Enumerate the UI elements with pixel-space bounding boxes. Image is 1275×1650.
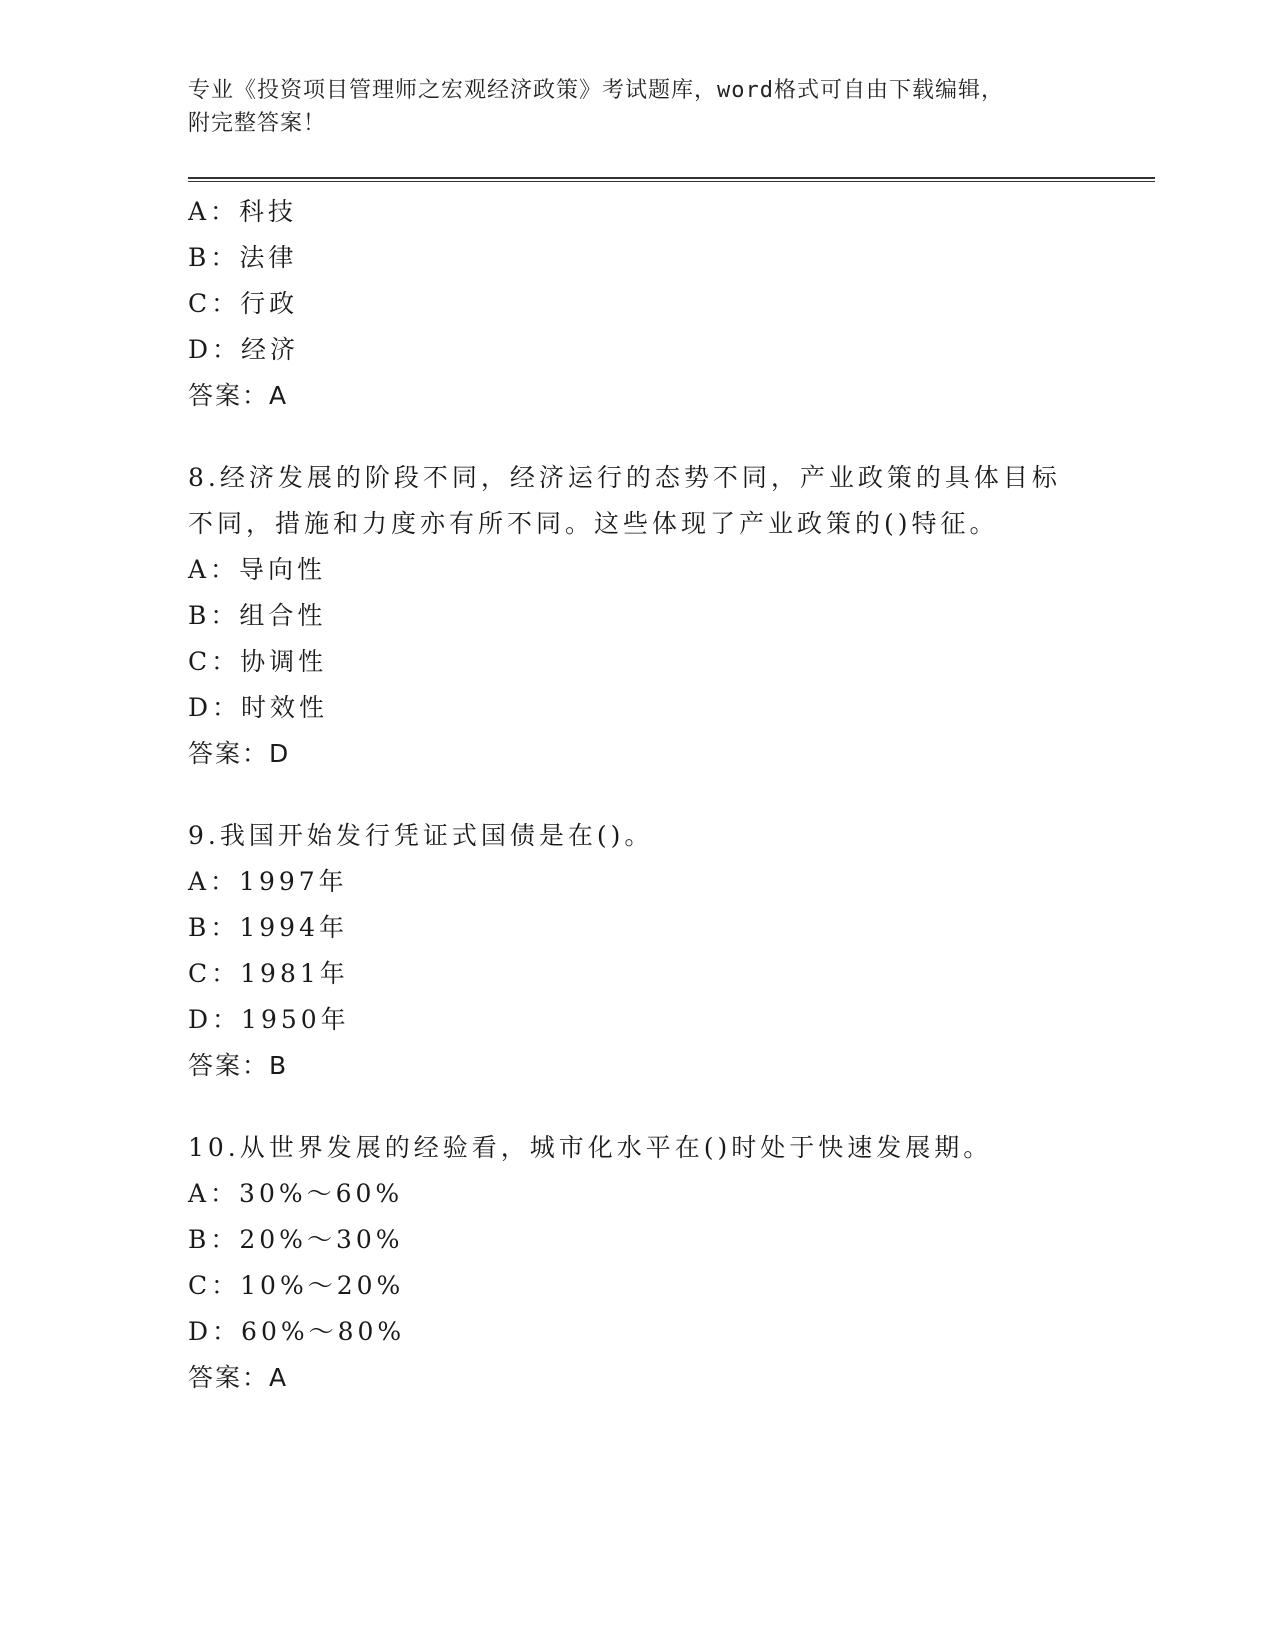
question-stem-line: 10.从世界发展的经验看，城市化水平在()时处于快速发展期。: [188, 1133, 993, 1162]
question-9: [188, 813, 1088, 1089]
option-c: C：1981年: [188, 959, 349, 988]
option-b: B：法律: [188, 243, 298, 272]
option-d: D：1950年: [188, 1005, 350, 1034]
answer-line: 答案：A: [188, 1363, 289, 1392]
option-a: A：1997年: [188, 867, 348, 896]
question-list: [188, 189, 1088, 1437]
answer-line: 答案：A: [188, 381, 289, 410]
option-c: C：10%～20%: [188, 1271, 405, 1300]
question-stem-line: 9.我国开始发行凭证式国债是在()。: [188, 821, 654, 850]
header-divider: [188, 177, 1155, 182]
option-d: D：60%～80%: [188, 1317, 406, 1346]
option-b: B：1994年: [188, 913, 348, 942]
question-stem-line: 不同，措施和力度亦有所不同。这些体现了产业政策的()特征。: [188, 509, 999, 538]
answer-line: 答案：D: [188, 739, 291, 768]
question-stem-line: 8.经济发展的阶段不同，经济运行的态势不同，产业政策的具体目标: [188, 463, 1061, 492]
option-c: C：协调性: [188, 647, 328, 676]
option-d: D：经济: [188, 335, 300, 364]
option-a: A：30%～60%: [188, 1179, 404, 1208]
question-8: [188, 455, 1088, 777]
option-b: B：组合性: [188, 601, 327, 630]
page-header: [188, 74, 1068, 140]
option-a: A：导向性: [188, 555, 327, 584]
option-d: D：时效性: [188, 693, 329, 722]
header-text-line-1: 专业《投资项目管理师之宏观经济政策》考试题库，word格式可自由下载编辑，: [188, 78, 1004, 103]
question-10: [188, 1125, 1088, 1401]
option-c: C：行政: [188, 289, 299, 318]
option-a: A：科技: [188, 197, 298, 226]
option-b: B：20%～30%: [188, 1225, 404, 1254]
answer-line: 答案：B: [188, 1051, 289, 1080]
question-7: [188, 189, 1088, 419]
header-text-line-2: 附完整答案！: [188, 111, 327, 136]
